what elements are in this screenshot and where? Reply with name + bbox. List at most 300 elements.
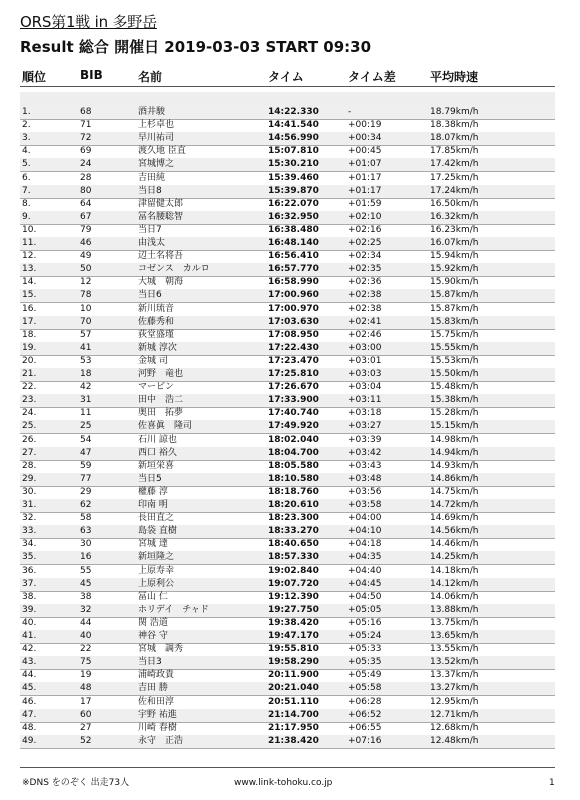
cell-speed: 18.07km/h: [430, 133, 479, 144]
cell-time: 17:25.810: [268, 369, 319, 379]
cell-diff: +03:42: [348, 447, 382, 458]
table-row: [20, 316, 555, 330]
cell-time: 18:18.760: [268, 486, 319, 497]
table-row: [20, 643, 555, 657]
cell-bib: 31: [80, 395, 92, 406]
cell-diff: +03:03: [348, 369, 382, 379]
cell-name: 田中 浩二: [138, 395, 184, 406]
cell-rank: 2.: [22, 120, 31, 131]
cell-speed: 15.48km/h: [430, 382, 479, 393]
table-row: [20, 119, 555, 133]
cell-name: 上杉卓也: [138, 120, 175, 131]
cell-diff: +04:35: [348, 552, 382, 563]
cell-name: 津留健太郎: [138, 198, 184, 209]
cell-speed: 13.27km/h: [430, 683, 479, 694]
cell-name: 当日5: [138, 473, 162, 484]
cell-name: 当日7: [138, 224, 162, 235]
cell-bib: 72: [80, 133, 92, 144]
cell-name: 上原利公: [138, 578, 175, 589]
cell-speed: 15.28km/h: [430, 408, 479, 419]
cell-name: 西口 裕久: [138, 447, 177, 458]
cell-diff: +05:33: [348, 644, 382, 655]
cell-bib: 47: [80, 447, 92, 458]
cell-diff: +05:49: [348, 670, 382, 681]
table-row: [20, 578, 555, 592]
cell-rank: 41.: [22, 631, 37, 641]
cell-diff: -: [348, 107, 352, 117]
cell-time: 15:39.870: [268, 185, 319, 196]
table-row: [20, 735, 555, 749]
cell-time: 14:41.540: [268, 120, 319, 131]
cell-rank: 19.: [22, 342, 37, 353]
cell-bib: 40: [80, 631, 92, 641]
cell-rank: 47.: [22, 709, 37, 720]
cell-rank: 37.: [22, 578, 37, 589]
cell-time: 20:51.110: [268, 696, 319, 707]
cell-name: 石川 諒也: [138, 434, 177, 445]
cell-rank: 12.: [22, 251, 37, 262]
result-subtitle: Result 総合 開催日 2019-03-03 START 09:30: [20, 38, 372, 56]
cell-rank: 23.: [22, 395, 37, 406]
cell-bib: 24: [80, 159, 92, 170]
cell-name: 酒井駿: [138, 107, 166, 117]
table-row: [20, 512, 555, 526]
cell-diff: +03:11: [348, 395, 382, 406]
cell-bib: 41: [80, 342, 92, 353]
cell-time: 17:40.740: [268, 408, 319, 419]
table-row: [20, 696, 555, 710]
table-row: [20, 211, 555, 225]
table-header: [20, 68, 555, 84]
cell-name: 佐藤秀和: [138, 316, 175, 327]
cell-rank: 14.: [22, 277, 37, 288]
cell-time: 20:11.900: [268, 670, 319, 681]
cell-time: 14:22.330: [268, 107, 319, 117]
cell-name: 吉田純: [138, 172, 166, 183]
cell-rank: 3.: [22, 133, 31, 144]
cell-speed: 14.86km/h: [430, 473, 479, 484]
cell-diff: +02:25: [348, 238, 382, 248]
table-row: [20, 525, 555, 539]
cell-speed: 16.32km/h: [430, 211, 479, 222]
cell-name: 当日6: [138, 290, 162, 301]
cell-time: 16:56.410: [268, 251, 319, 262]
cell-bib: 44: [80, 617, 92, 628]
table-row: [20, 198, 555, 212]
cell-diff: +02:35: [348, 264, 382, 275]
cell-name: 新垣隆之: [138, 552, 175, 563]
cell-time: 16:48.140: [268, 238, 319, 248]
table-row: [20, 355, 555, 369]
cell-rank: 29.: [22, 473, 37, 484]
cell-bib: 58: [80, 513, 92, 524]
cell-diff: +02:38: [348, 303, 382, 314]
cell-speed: 14.69km/h: [430, 513, 479, 524]
cell-bib: 57: [80, 329, 92, 340]
cell-time: 19:38.420: [268, 617, 319, 628]
cell-time: 15:30.210: [268, 159, 319, 170]
cell-name: 長田直之: [138, 513, 175, 524]
table-row: [20, 447, 555, 461]
cell-time: 18:33.270: [268, 526, 319, 537]
cell-diff: +04:50: [348, 591, 382, 602]
table-row: [20, 172, 555, 186]
cell-time: 19:55.810: [268, 644, 319, 655]
cell-rank: 11.: [22, 238, 37, 248]
cell-rank: 39.: [22, 604, 37, 615]
cell-bib: 16: [80, 552, 92, 563]
cell-time: 14:56.990: [268, 133, 319, 144]
cell-time: 15:39.460: [268, 172, 319, 183]
cell-diff: +05:35: [348, 657, 382, 668]
cell-speed: 15.90km/h: [430, 277, 479, 288]
cell-rank: 16.: [22, 303, 37, 314]
cell-bib: 45: [80, 578, 92, 589]
cell-time: 19:47.170: [268, 631, 319, 641]
cell-time: 16:22.070: [268, 198, 319, 209]
header-bib: BIB: [80, 68, 103, 82]
cell-diff: +00:19: [348, 120, 382, 131]
cell-name: ホリデイ チャド: [138, 604, 209, 615]
table-row: [20, 565, 555, 579]
cell-rank: 45.: [22, 683, 37, 694]
cell-time: 18:20.610: [268, 500, 319, 510]
cell-name: 宮城 達: [138, 539, 168, 550]
cell-rank: 32.: [22, 513, 37, 524]
cell-diff: +05:16: [348, 617, 382, 628]
cell-bib: 46: [80, 238, 92, 248]
cell-time: 15:07.810: [268, 146, 319, 157]
cell-bib: 18: [80, 369, 92, 379]
cell-diff: +03:18: [348, 408, 382, 419]
cell-diff: +04:40: [348, 565, 382, 576]
cell-diff: +02:34: [348, 251, 382, 262]
cell-diff: +07:16: [348, 735, 382, 746]
cell-bib: 29: [80, 486, 92, 497]
cell-rank: 27.: [22, 447, 37, 458]
cell-name: 川崎 春樹: [138, 722, 177, 733]
cell-time: 17:03.630: [268, 316, 319, 327]
cell-bib: 50: [80, 264, 92, 275]
cell-time: 19:12.390: [268, 591, 319, 602]
cell-speed: 13.37km/h: [430, 670, 479, 681]
cell-speed: 13.88km/h: [430, 604, 479, 615]
cell-bib: 27: [80, 722, 92, 733]
cell-diff: +04:18: [348, 539, 382, 550]
cell-bib: 78: [80, 290, 92, 301]
cell-bib: 64: [80, 198, 92, 209]
cell-name: 浦崎政貴: [138, 670, 175, 681]
table-row: [20, 329, 555, 343]
table-row: [20, 158, 555, 172]
cell-bib: 49: [80, 251, 92, 262]
cell-diff: +03:39: [348, 434, 382, 445]
cell-time: 17:22.430: [268, 342, 319, 353]
table-row: [20, 538, 555, 552]
cell-diff: +00:45: [348, 146, 382, 157]
cell-bib: 77: [80, 473, 92, 484]
cell-diff: +03:56: [348, 486, 382, 497]
cell-speed: 15.92km/h: [430, 264, 479, 275]
table-row: [20, 473, 555, 487]
cell-name: 冨山 仁: [138, 591, 168, 602]
table-row: [20, 617, 555, 631]
cell-time: 17:08.950: [268, 329, 319, 340]
cell-diff: +06:55: [348, 722, 382, 733]
cell-rank: 1.: [22, 107, 31, 117]
cell-rank: 13.: [22, 264, 37, 275]
cell-bib: 11: [80, 408, 92, 419]
cell-diff: +03:04: [348, 382, 382, 393]
cell-time: 19:27.750: [268, 604, 319, 615]
cell-diff: +02:38: [348, 290, 382, 301]
cell-speed: 16.50km/h: [430, 198, 479, 209]
cell-diff: +00:34: [348, 133, 382, 144]
cell-name: 佐和田淳: [138, 696, 175, 707]
cell-rank: 36.: [22, 565, 37, 576]
cell-bib: 68: [80, 107, 92, 117]
cell-speed: 14.98km/h: [430, 434, 479, 445]
cell-rank: 20.: [22, 355, 37, 366]
cell-name: 永守 正浩: [138, 735, 184, 746]
cell-time: 17:00.970: [268, 303, 319, 314]
cell-rank: 6.: [22, 172, 31, 183]
cell-diff: +02:16: [348, 224, 382, 235]
cell-diff: +05:58: [348, 683, 382, 694]
cell-speed: 14.25km/h: [430, 552, 479, 563]
cell-speed: 14.46km/h: [430, 539, 479, 550]
table-row: [20, 420, 555, 434]
cell-bib: 69: [80, 146, 92, 157]
table-row: [20, 132, 555, 146]
cell-rank: 9.: [22, 211, 31, 222]
table-row: [20, 630, 555, 644]
table-row: [20, 250, 555, 264]
cell-speed: 18.38km/h: [430, 120, 479, 131]
table-row: [20, 460, 555, 474]
cell-bib: 25: [80, 421, 92, 432]
cell-speed: 15.83km/h: [430, 316, 479, 327]
cell-bib: 12: [80, 277, 92, 288]
table-row: [20, 656, 555, 670]
cell-bib: 60: [80, 709, 92, 720]
cell-time: 16:57.770: [268, 264, 319, 275]
table-row: [20, 591, 555, 605]
cell-diff: +01:17: [348, 172, 382, 183]
cell-bib: 10: [80, 303, 92, 314]
cell-name: 由浅太: [138, 238, 166, 248]
cell-time: 19:02.840: [268, 565, 319, 576]
cell-name: コゼンス カルロ: [138, 264, 210, 275]
table-row: [20, 276, 555, 290]
cell-rank: 40.: [22, 617, 37, 628]
table-row: [20, 224, 555, 238]
cell-bib: 67: [80, 211, 92, 222]
cell-rank: 24.: [22, 408, 37, 419]
cell-time: 18:23.300: [268, 513, 319, 524]
cell-time: 17:33.900: [268, 395, 319, 406]
cell-time: 16:38.480: [268, 224, 319, 235]
cell-name: 河野 竜也: [138, 369, 184, 379]
cell-speed: 12.68km/h: [430, 722, 479, 733]
cell-rank: 46.: [22, 696, 37, 707]
table-row: [20, 486, 555, 500]
header-speed: 平均時速: [430, 70, 479, 84]
cell-diff: +05:05: [348, 604, 382, 615]
cell-bib: 53: [80, 355, 92, 366]
cell-speed: 17.25km/h: [430, 172, 479, 183]
table-row: [20, 551, 555, 565]
table-row: [20, 407, 555, 421]
cell-name: 神谷 守: [138, 631, 168, 641]
cell-name: 渡久地 臣直: [138, 146, 186, 157]
cell-speed: 18.79km/h: [430, 107, 479, 117]
cell-bib: 38: [80, 591, 92, 602]
table-row: [20, 106, 555, 120]
cell-name: マービン: [138, 382, 175, 393]
cell-name: 宮城 調秀: [138, 644, 184, 655]
cell-name: 新川琉音: [138, 303, 175, 314]
table-row: [20, 722, 555, 736]
cell-speed: 14.93km/h: [430, 460, 479, 471]
cell-time: 21:38.420: [268, 735, 319, 746]
cell-bib: 19: [80, 670, 92, 681]
cell-speed: 13.65km/h: [430, 631, 479, 641]
cell-bib: 32: [80, 604, 92, 615]
cell-name: 早川祐司: [138, 133, 175, 144]
cell-speed: 12.71km/h: [430, 709, 479, 720]
cell-rank: 49.: [22, 735, 37, 746]
cell-diff: +03:01: [348, 355, 382, 366]
cell-time: 19:58.290: [268, 657, 319, 668]
cell-name: 冨名腰聡智: [138, 211, 184, 222]
cell-name: 吉田 勝: [138, 683, 168, 694]
cell-speed: 15.87km/h: [430, 290, 479, 301]
cell-time: 17:23.470: [268, 355, 319, 366]
cell-speed: 15.38km/h: [430, 395, 479, 406]
cell-time: 18:57.330: [268, 552, 319, 563]
cell-time: 17:00.960: [268, 290, 319, 301]
cell-rank: 43.: [22, 657, 37, 668]
cell-diff: +01:59: [348, 198, 382, 209]
table-row: [20, 303, 555, 317]
cell-speed: 16.07km/h: [430, 238, 479, 248]
cell-bib: 55: [80, 565, 92, 576]
cell-rank: 42.: [22, 644, 37, 655]
cell-name: 新垣栄喜: [138, 460, 175, 471]
cell-bib: 71: [80, 120, 92, 131]
header-rank: 順位: [22, 70, 47, 84]
cell-rank: 34.: [22, 539, 37, 550]
cell-bib: 75: [80, 657, 92, 668]
cell-speed: 15.87km/h: [430, 303, 479, 314]
cell-rank: 48.: [22, 722, 37, 733]
cell-rank: 28.: [22, 460, 37, 471]
cell-speed: 12.48km/h: [430, 735, 479, 746]
cell-speed: 13.75km/h: [430, 617, 479, 628]
cell-name: 新城 淳次: [138, 342, 177, 353]
cell-time: 18:02.040: [268, 434, 319, 445]
cell-diff: +01:17: [348, 185, 382, 196]
cell-speed: 16.23km/h: [430, 224, 479, 235]
cell-time: 20:21.040: [268, 683, 319, 694]
cell-diff: +01:07: [348, 159, 382, 170]
cell-diff: +04:10: [348, 526, 382, 537]
cell-rank: 18.: [22, 329, 37, 340]
cell-rank: 44.: [22, 670, 37, 681]
cell-speed: 14.94km/h: [430, 447, 479, 458]
header-name: 名前: [138, 70, 163, 84]
footer-rule: [20, 767, 555, 768]
cell-bib: 28: [80, 172, 92, 183]
cell-rank: 7.: [22, 185, 31, 196]
table-row: [20, 709, 555, 723]
cell-time: 16:32.950: [268, 211, 319, 222]
cell-rank: 25.: [22, 421, 37, 432]
cell-diff: +03:00: [348, 342, 382, 353]
cell-time: 18:10.580: [268, 473, 319, 484]
cell-speed: 14.75km/h: [430, 486, 479, 497]
page-number: 1: [549, 778, 555, 788]
cell-bib: 79: [80, 224, 92, 235]
cell-speed: 14.56km/h: [430, 526, 479, 537]
cell-time: 17:49.920: [268, 421, 319, 432]
cell-name: 金城 司: [138, 355, 168, 366]
cell-diff: +06:52: [348, 709, 382, 720]
cell-diff: +03:58: [348, 500, 382, 510]
cell-diff: +05:24: [348, 631, 382, 641]
cell-time: 19:07.720: [268, 578, 319, 589]
cell-diff: +04:45: [348, 578, 382, 589]
cell-diff: +03:27: [348, 421, 382, 432]
cell-name: 荻堂盛瑾: [138, 329, 175, 340]
cell-name: 島袋 直樹: [138, 526, 177, 537]
footer-url: www.link-tohoku.co.jp: [234, 778, 333, 788]
cell-speed: 15.75km/h: [430, 329, 479, 340]
table-row: [20, 434, 555, 448]
cell-bib: 17: [80, 696, 92, 707]
cell-name: 上原寿幸: [138, 565, 175, 576]
cell-speed: 14.72km/h: [430, 500, 479, 510]
cell-time: 21:17.950: [268, 722, 319, 733]
cell-speed: 17.42km/h: [430, 159, 479, 170]
cell-rank: 21.: [22, 369, 37, 379]
cell-rank: 38.: [22, 591, 37, 602]
cell-name: 奥田 拓夢: [138, 408, 184, 419]
cell-name: 当日3: [138, 657, 162, 668]
cell-name: 関 浩道: [138, 617, 168, 628]
cell-bib: 52: [80, 735, 92, 746]
cell-speed: 14.18km/h: [430, 565, 479, 576]
cell-bib: 62: [80, 500, 92, 510]
cell-speed: 15.53km/h: [430, 355, 479, 366]
table-row: [20, 682, 555, 696]
table-row: [20, 368, 555, 382]
cell-rank: 17.: [22, 316, 37, 327]
cell-speed: 14.12km/h: [430, 578, 479, 589]
cell-rank: 30.: [22, 486, 37, 497]
table-row: [20, 381, 555, 395]
cell-diff: +03:43: [348, 460, 382, 471]
cell-name: 辺土名将吾: [138, 251, 184, 262]
cell-name: 宮城博之: [138, 159, 175, 170]
cell-diff: +02:10: [348, 211, 382, 222]
table-row: [20, 185, 555, 199]
header-diff: タイム差: [348, 70, 396, 84]
cell-rank: 22.: [22, 382, 37, 393]
cell-rank: 31.: [22, 500, 37, 510]
cell-bib: 42: [80, 382, 92, 393]
